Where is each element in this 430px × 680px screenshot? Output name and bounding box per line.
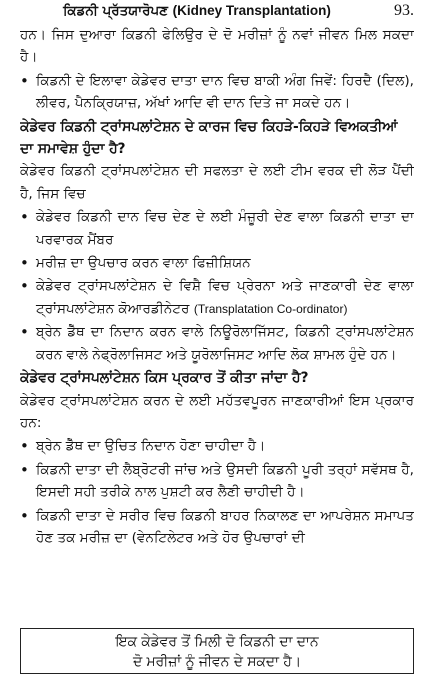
list-item: [20, 275, 414, 320]
running-title-punjabi: ਕਿਡਨੀ ਪ੍ਰੱਤਯਾਰੋਪਣ: [63, 3, 168, 19]
list-item: [20, 321, 414, 366]
section-intro-team: ਕੇਡੇਵਰ ਕਿਡਨੀ ਟ੍ਰਾਂਸਪਲਾਂਟੇਸ਼ਨ ਦੀ ਸਫਲਤਾ ਦੇ ਲਈ ਟੀਮ ਵਰਕ ਦੀ ਲੋੜ ਪੈਂਦੀ ਹੈ, ਜਿਸ ਵਿਚ: [20, 163, 414, 202]
page-number: 93.: [394, 2, 414, 19]
section-intro-procedure: ਕੇਡੇਵਰ ਟ੍ਰਾਂਸਪਲਾਂਟੇਸ਼ਨ ਕਰਨ ਦੇ ਲਈ ਮਹੱਤਵਪੂਰਨ ਜਾਣਕਾਰੀਆਂ ਇਸ ਪ੍ਰਕਾਰ ਹਨ:: [20, 392, 414, 431]
running-title: [20, 3, 374, 19]
list-item-text: ਮਰੀਜ਼ ਦਾ ਉਪਚਾਰ ਕਰਨ ਵਾਲਾ ਫਿਜ਼ੀਸ਼ਿਯਨ: [36, 255, 251, 272]
highlight-line-2: ਦੋ ਮਰੀਜ਼ਾਂ ਨੂੰ ਜੀਵਨ ਦੇ ਸਕਦਾ ਹੈ।: [132, 654, 302, 670]
running-title-english: (Kidney Transplantation): [172, 3, 331, 18]
list-item-text: ਬ੍ਰੇਨ ਡੈੱਥ ਦਾ ਨਿਦਾਨ ਕਰਨ ਵਾਲੇ ਨਿਊਰੋਲਾਜਿੱਸਟ, ਕਿਡਨੀ ਟ੍ਰਾਂਸਪਲਾਂਟੇਸ਼ਨ ਕਰਨ ਵਾਲੇ ਨੇਫ੍ਰੋਲਾਜਿਸਟ ਅਤੇ ਯੂਰੋਲਾਜਿਸਟ ਆਦਿ ਲੋਕ ਸ਼ਾਮਲ ਹੁੰਦੇ ਹਨ।: [36, 324, 414, 363]
list-item-text: ਕੇਡੇਵਰ ਕਿਡਨੀ ਦਾਨ ਵਿਚ ਦੇਣ ਦੇ ਲਈ ਮੰਜ਼ੂਰੀ ਦੇਣ ਵਾਲਾ ਕਿਡਨੀ ਦਾਤਾ ਦਾ ਪਰਵਾਰਕ ਮੈਂਬਰ: [36, 209, 414, 248]
continuation-paragraph: ਹਨ। ਜਿਸ ਦੁਆਰਾ ਕਿਡਨੀ ਫੇਲਿਉਰ ਦੇ ਦੋ ਮਰੀਜ਼ਾਂ ਨੂੰ ਨਵਾਂ ਜੀਵਨ ਮਿਲ ਸਕਦਾ ਹੈ।: [20, 27, 414, 66]
list-item: • ਕਿਡਨੀ ਦਾਤਾ ਦੇ ਸਰੀਰ ਵਿਚ ਕਿਡਨੀ ਬਾਹਰ ਨਿਕਾਲਣ ਦਾ ਆਪਰੇਸ਼ਨ ਸਮਾਪਤ ਹੋਣ ਤਕ ਮਰੀਜ਼ ਦਾ (ਵੇਨਟਿਲੇਟਰ ਅਤੇ ਹੋਰ ਉਪਚਾਰਾਂ ਦੀ: [20, 505, 414, 550]
highlight-line-1: ਇਕ ਕੇਡੇਵਰ ਤੋਂ ਮਿਲੀ ਦੋ ਕਿਡਨੀ ਦਾ ਦਾਨ: [115, 634, 319, 650]
highlight-box: [20, 628, 414, 674]
english-term: (Transplatation Co-ordinator): [193, 301, 348, 316]
team-member-list: [20, 206, 414, 366]
list-item: • ਕਿਡਨੀ ਦਾਤਾ ਦੀ ਲੈਬ੍ਰੋਟਰੀ ਜਾਂਚ ਅਤੇ ਉਸਦੀ ਕਿਡਨੀ ਪੂਰੀ ਤਰ੍ਹਾਂ ਸਵੱਸਥ ਹੈ, ਇਸਦੀ ਸਹੀ ਤਰੀਕੇ ਨਾਲ ਪੁਸ਼ਟੀ ਕਰ ਲੈਣੀ ਚਾਹੀਦੀ ਹੈ।: [20, 459, 414, 504]
list-item: • ਕਿਡਨੀ ਦੇ ਇਲਾਵਾ ਕੇਡੇਵਰ ਦਾਤਾ ਦਾਨ ਵਿਚ ਬਾਕੀ ਅੰਗ ਜਿਵੇਂ: ਹਿਰਦੈ (ਦਿਲ), ਲੀਵਰ, ਪੈਨਕ੍ਰਿਯਾਜ਼, ਅੱਖਾਂ ਆਦਿ ਵੀ ਦਾਨ ਦਿਤੇ ਜਾ ਸਕਦੇ ਹਨ।: [20, 70, 414, 115]
list-item: [20, 206, 414, 251]
procedure-list: [20, 435, 414, 549]
section-heading-procedure: ਕੇਡੇਵਰ ਟ੍ਰਾਂਸਪਲਾਂਟੇਸ਼ਨ ਕਿਸ ਪ੍ਰਕਾਰ ਤੋਂ ਕੀਤਾ ਜਾਂਦਾ ਹੈ?: [20, 370, 309, 387]
list-item: • ਬ੍ਰੇਨ ਡੈੱਥ ਦਾ ਉਚਿਤ ਨਿਦਾਨ ਹੋਣਾ ਚਾਹੀਦਾ ਹੈ।: [20, 435, 414, 457]
list-item-text: ਕੇਡੇਵਰ ਟ੍ਰਾਂਸਪਲਾਂਟੇਸ਼ਨ ਦੇ ਵਿਸ਼ੈ ਵਿਚ ਪ੍ਰੇਰਨਾ ਅਤੇ ਜਾਣਕਾਰੀ ਦੇਣ ਵਾਲਾ ਟ੍ਰਾਂਸਪਲਾਂਟੇਸ਼ਨ ਕੋਆਰਡੀਨੇਟਰ: [36, 278, 414, 317]
page-body: [20, 24, 414, 624]
section-heading-team: ਕੇਡੇਵਰ ਕਿਡਨੀ ਟ੍ਰਾਂਸਪਲਾਂਟੇਸ਼ਨ ਦੇ ਕਾਰਜ ਵਿਚ ਕਿਹੜੇ-ਕਿਹੜੇ ਵਿਅਕਤੀਆਂ ਦਾ ਸਮਾਵੇਸ਼ ਹੁੰਦਾ ਹੈ?: [20, 118, 398, 158]
list-item: [20, 252, 414, 274]
page-header: [20, 0, 414, 26]
intro-bullet-list: [20, 70, 414, 115]
